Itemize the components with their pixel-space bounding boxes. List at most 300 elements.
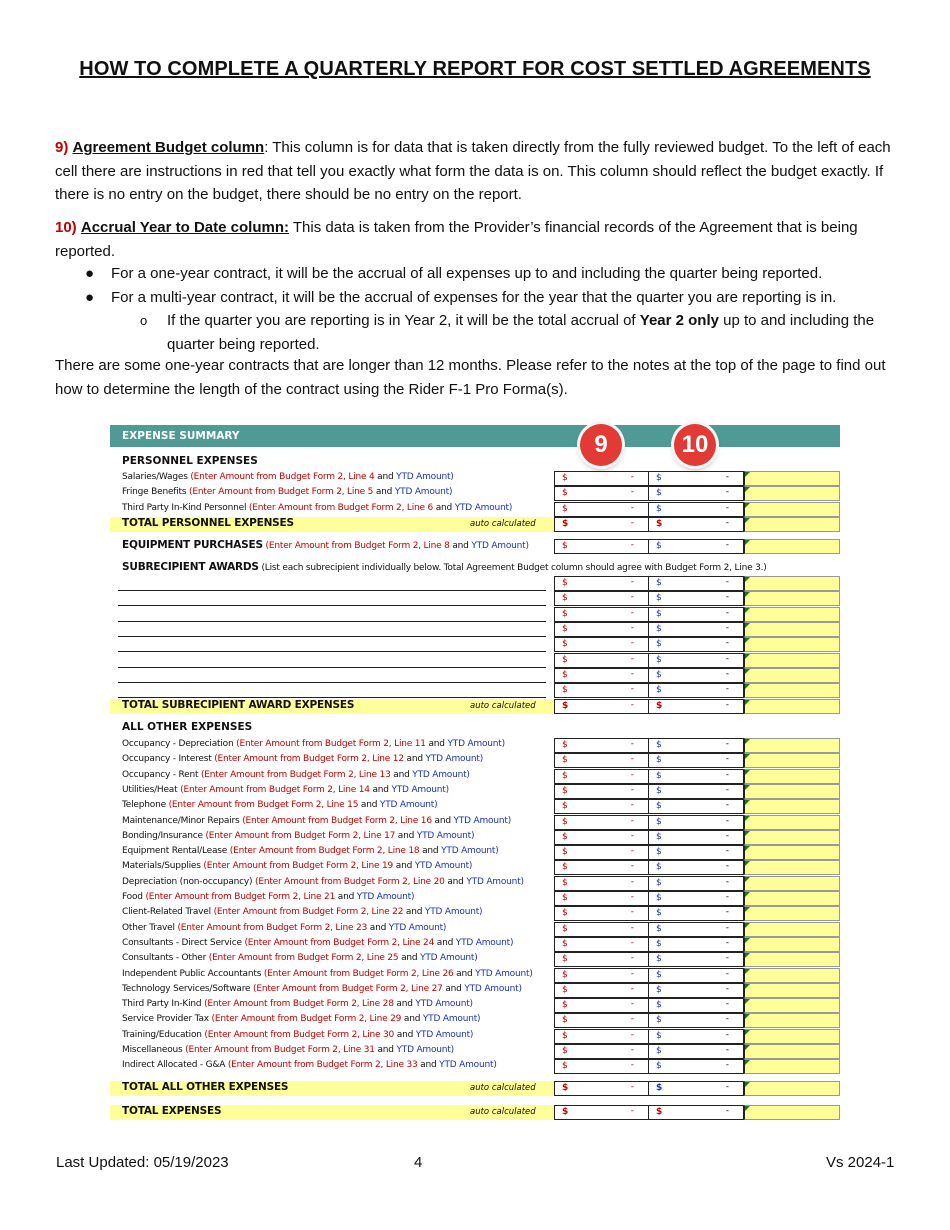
- amount-value: -: [725, 937, 729, 948]
- ytd-instruction: YTD Amount: [464, 983, 519, 994]
- currency-sign: $: [562, 831, 568, 842]
- ytd-cell[interactable]: [649, 830, 744, 845]
- auto-calculated-note: auto calculated: [470, 1107, 536, 1117]
- budget-cell[interactable]: [554, 922, 649, 937]
- expense-row: [110, 906, 840, 921]
- input-cell[interactable]: [744, 471, 840, 486]
- budget-cell[interactable]: [554, 637, 649, 652]
- ytd-instruction: YTD Amount: [396, 1045, 451, 1055]
- budget-cell[interactable]: [554, 998, 649, 1013]
- ytd-instruction: YTD Amount: [412, 769, 467, 780]
- subrecipient-row: [110, 607, 840, 622]
- budget-instruction: Enter Amount from Budget Form 2, Line 25: [212, 953, 399, 964]
- input-cell[interactable]: [744, 683, 840, 698]
- cell-note-marker: [745, 816, 750, 821]
- sub-bullet-year-2: o If the quarter you are reporting is in Year 2, it will be the total accrual of Year 2 only up to and including the quarter being reported.: [55, 309, 900, 356]
- currency-sign: $: [656, 1061, 662, 1072]
- budget-instruction: Enter Amount from Budget Form 2, Line 17: [208, 830, 396, 841]
- expense-row: [110, 784, 840, 799]
- budget-cell[interactable]: [554, 607, 649, 622]
- cell-note-marker: [745, 684, 750, 689]
- ytd-cell[interactable]: [649, 784, 744, 799]
- expense-name: Utilities/Heat: [122, 784, 178, 795]
- total-personnel-row: [110, 517, 840, 532]
- input-cell[interactable]: [744, 952, 840, 967]
- amount-value: -: [630, 892, 634, 902]
- amount-value: -: [630, 1014, 634, 1025]
- ytd-instruction: YTD Amount: [391, 784, 446, 795]
- ytd-cell[interactable]: [649, 799, 744, 814]
- currency-sign: $: [562, 639, 568, 650]
- ytd-instruction: YTD Amount: [416, 830, 471, 841]
- cell-note-marker: [745, 800, 750, 805]
- budget-instruction: Enter Amount from Budget Form 2, Line 18: [233, 846, 420, 857]
- currency-sign: $: [562, 1030, 568, 1041]
- currency-sign: $: [656, 473, 662, 483]
- ytd-cell[interactable]: [649, 906, 744, 921]
- amount-value: -: [725, 487, 729, 497]
- budget-cell[interactable]: [554, 576, 649, 591]
- ytd-cell[interactable]: [649, 998, 744, 1013]
- ytd-cell[interactable]: [649, 637, 744, 652]
- currency-sign: $: [656, 1000, 662, 1011]
- expense-name: Service Provider Tax: [122, 1014, 209, 1025]
- cell-note-marker: [745, 577, 750, 582]
- currency-sign: $: [656, 954, 662, 965]
- currency-sign: $: [562, 488, 568, 498]
- budget-instruction: Enter Amount from Budget Form 2, Line 12: [217, 754, 404, 765]
- budget-cell[interactable]: [554, 952, 649, 967]
- budget-cell[interactable]: [554, 753, 649, 768]
- ytd-cell[interactable]: [649, 486, 744, 501]
- budget-cell[interactable]: [554, 769, 649, 784]
- budget-cell[interactable]: [554, 799, 649, 814]
- expense-label: Maintenance/Minor Repairs (Enter Amount from Budget Form 2, Line 16 and YTD Amount): [122, 815, 511, 826]
- budget-cell[interactable]: [554, 906, 649, 921]
- budget-instruction: Enter Amount from Budget Form 2, Line 23: [180, 922, 368, 933]
- budget-cell[interactable]: [554, 517, 649, 532]
- total-label: TOTAL ALL OTHER EXPENSES: [122, 1081, 289, 1093]
- input-cell[interactable]: [744, 539, 840, 554]
- budget-cell[interactable]: [554, 830, 649, 845]
- ytd-instruction: YTD Amount: [455, 937, 510, 948]
- budget-cell[interactable]: [554, 699, 649, 714]
- input-cell[interactable]: [744, 937, 840, 952]
- budget-instruction: Enter Amount from Budget Form 2, Line 21: [148, 892, 336, 902]
- ytd-cell[interactable]: [649, 1044, 744, 1059]
- input-cell[interactable]: [744, 968, 840, 983]
- ytd-instruction: YTD Amount: [422, 1014, 478, 1025]
- budget-instruction: Enter Amount from Budget Form 2, Line 27: [256, 983, 443, 994]
- currency-sign: $: [562, 519, 569, 529]
- currency-sign: $: [562, 740, 568, 750]
- cell-note-marker: [745, 892, 750, 897]
- cell-note-marker: [745, 877, 750, 882]
- bullet-one-year: ● For a one-year contract, it will be the accrual of all expenses up to and including the quarter being reported.: [55, 262, 900, 286]
- amount-value: -: [725, 815, 729, 826]
- ytd-cell[interactable]: [649, 753, 744, 768]
- subrecipient-row: [110, 683, 840, 698]
- amount-value: -: [630, 503, 634, 513]
- input-cell[interactable]: [744, 653, 840, 668]
- bullet-multi-year: ● For a multi-year contract, it will be the accrual of expenses for the year that the quarter you are reporting is in.: [55, 286, 900, 310]
- ytd-cell[interactable]: [649, 952, 744, 967]
- cell-note-marker: [745, 907, 750, 912]
- equipment-label: EQUIPMENT PURCHASES (Enter Amount from Budget Form 2, Line 8 and YTD Amount): [122, 539, 529, 551]
- callout-10: 10: [674, 424, 716, 466]
- ytd-instruction: YTD Amount: [425, 754, 480, 765]
- amount-value: -: [725, 907, 729, 918]
- amount-value: -: [630, 1082, 634, 1092]
- currency-sign: $: [562, 654, 568, 665]
- budget-cell[interactable]: [554, 860, 649, 875]
- input-cell[interactable]: [744, 738, 840, 753]
- amount-value: -: [725, 540, 729, 550]
- amount-value: -: [630, 592, 634, 603]
- expense-label: Technology Services/Software (Enter Amount from Budget Form 2, Line 27 and YTD Amount): [122, 983, 522, 994]
- expense-name: Maintenance/Minor Repairs: [122, 815, 240, 826]
- amount-value: -: [725, 1060, 729, 1071]
- paragraph-10: [55, 216, 900, 263]
- currency-sign: $: [562, 1107, 569, 1117]
- expense-label: Telephone (Enter Amount from Budget Form 2, Line 15 and YTD Amount): [122, 800, 438, 811]
- currency-sign: $: [562, 923, 568, 934]
- input-cell[interactable]: [744, 486, 840, 501]
- amount-value: -: [630, 577, 634, 587]
- expense-row: [110, 891, 840, 906]
- cell-note-marker: [745, 861, 750, 866]
- subrecipient-name-line[interactable]: [118, 697, 546, 698]
- input-cell[interactable]: [744, 1029, 840, 1044]
- ytd-cell[interactable]: [649, 1105, 744, 1120]
- last-updated: Last Updated: 05/19/2023: [56, 1154, 229, 1171]
- currency-sign: $: [562, 1083, 569, 1093]
- currency-sign: $: [656, 1083, 663, 1093]
- amount-value: -: [630, 739, 634, 749]
- budget-cell[interactable]: [554, 591, 649, 606]
- cell-note-marker: [745, 608, 750, 613]
- input-cell[interactable]: [744, 998, 840, 1013]
- input-cell[interactable]: [744, 830, 840, 845]
- cell-note-marker: [745, 770, 750, 775]
- currency-sign: $: [656, 801, 662, 812]
- ytd-cell[interactable]: [649, 517, 744, 532]
- budget-cell[interactable]: [554, 937, 649, 952]
- expense-name: Salaries/Wages: [122, 472, 188, 482]
- budget-instruction: Enter Amount from Budget Form 2, Line 24: [247, 937, 435, 948]
- ytd-instruction: YTD Amount: [447, 739, 502, 749]
- amount-value: -: [725, 968, 729, 979]
- expense-row: [110, 769, 840, 784]
- budget-instruction: Enter Amount from Budget Form 2, Line 15: [171, 800, 359, 811]
- input-cell[interactable]: [744, 576, 840, 591]
- ytd-cell[interactable]: [649, 922, 744, 937]
- amount-value: -: [630, 937, 634, 948]
- currency-sign: $: [656, 831, 662, 842]
- ytd-cell[interactable]: [649, 1013, 744, 1028]
- ytd-cell[interactable]: [649, 576, 744, 591]
- currency-sign: $: [656, 893, 662, 903]
- expense-row: [110, 830, 840, 845]
- input-cell[interactable]: [744, 1059, 840, 1074]
- input-cell[interactable]: [744, 799, 840, 814]
- cell-note-marker: [745, 785, 750, 790]
- auto-calculated-note: auto calculated: [470, 519, 536, 529]
- budget-instruction: Enter Amount from Budget Form 2, Line 14: [183, 784, 370, 795]
- ytd-instruction: YTD Amount: [424, 907, 480, 918]
- currency-sign: $: [656, 770, 662, 781]
- cell-note-marker: [745, 1082, 750, 1087]
- cell-note-marker: [745, 1106, 750, 1111]
- subrecipient-row: [110, 576, 840, 591]
- budget-cell[interactable]: [554, 1013, 649, 1028]
- budget-cell[interactable]: [554, 622, 649, 637]
- amount-value: -: [725, 1029, 729, 1040]
- currency-sign: $: [562, 623, 568, 634]
- cell-note-marker: [745, 739, 750, 744]
- input-cell[interactable]: [744, 1105, 840, 1120]
- item-number-10: 10): [55, 219, 77, 236]
- expense-label: Bonding/Insurance (Enter Amount from Budget Form 2, Line 17 and YTD Amount): [122, 830, 475, 841]
- ytd-cell[interactable]: [649, 668, 744, 683]
- cell-note-marker: [745, 1060, 750, 1065]
- amount-value: -: [630, 983, 634, 994]
- amount-value: -: [630, 700, 634, 710]
- amount-value: -: [725, 1082, 729, 1092]
- expense-label: Utilities/Heat (Enter Amount from Budget Form 2, Line 14 and YTD Amount): [122, 784, 449, 795]
- amount-value: -: [725, 754, 729, 765]
- amount-value: -: [725, 1106, 729, 1116]
- currency-sign: $: [656, 669, 662, 680]
- amount-value: -: [630, 487, 634, 497]
- amount-value: -: [630, 1045, 634, 1055]
- item-number-9: 9): [55, 139, 69, 156]
- budget-cell[interactable]: [554, 815, 649, 830]
- budget-cell[interactable]: [554, 502, 649, 517]
- auto-calculated-note: auto calculated: [470, 1083, 536, 1093]
- amount-value: -: [725, 472, 729, 482]
- ytd-cell[interactable]: [649, 769, 744, 784]
- budget-cell[interactable]: [554, 1081, 649, 1096]
- ytd-cell[interactable]: [649, 815, 744, 830]
- page-number: 4: [414, 1154, 423, 1171]
- expense-label: Client-Related Travel (Enter Amount from Budget Form 2, Line 22 and YTD Amount): [122, 907, 483, 918]
- ytd-cell[interactable]: [649, 607, 744, 622]
- budget-cell[interactable]: [554, 891, 649, 906]
- currency-sign: $: [656, 816, 662, 827]
- currency-sign: $: [656, 755, 662, 766]
- expense-name: Client-Related Travel: [122, 907, 211, 918]
- budget-cell[interactable]: [554, 983, 649, 998]
- input-cell[interactable]: [744, 502, 840, 517]
- budget-cell[interactable]: [554, 486, 649, 501]
- amount-value: -: [725, 577, 729, 587]
- amount-value: -: [725, 622, 729, 633]
- ytd-cell[interactable]: [649, 845, 744, 860]
- amount-value: -: [725, 861, 729, 872]
- amount-value: -: [630, 653, 634, 664]
- amount-value: -: [630, 846, 634, 857]
- ytd-cell[interactable]: [649, 591, 744, 606]
- expense-label: Consultants - Other (Enter Amount from Budget Form 2, Line 25 and YTD Amount): [122, 953, 478, 964]
- input-cell[interactable]: [744, 922, 840, 937]
- amount-value: -: [630, 518, 634, 528]
- expense-row: [110, 1013, 840, 1028]
- currency-sign: $: [562, 801, 568, 812]
- amount-value: -: [630, 800, 634, 811]
- currency-sign: $: [562, 1061, 568, 1072]
- budget-instruction: Enter Amount from Budget Form 2, Line 20: [258, 876, 445, 887]
- ytd-cell[interactable]: [649, 699, 744, 714]
- budget-cell[interactable]: [554, 1029, 649, 1044]
- currency-sign: $: [656, 488, 662, 498]
- cell-note-marker: [745, 592, 750, 597]
- amount-value: -: [725, 800, 729, 811]
- budget-cell[interactable]: [554, 683, 649, 698]
- input-cell[interactable]: [744, 876, 840, 891]
- currency-sign: $: [562, 1015, 568, 1026]
- budget-cell[interactable]: [554, 539, 649, 554]
- ytd-cell[interactable]: [649, 738, 744, 753]
- ytd-cell[interactable]: [649, 622, 744, 637]
- subrecipient-row: [110, 591, 840, 606]
- input-cell[interactable]: [744, 815, 840, 830]
- currency-sign: $: [562, 608, 568, 619]
- input-cell[interactable]: [744, 591, 840, 606]
- ytd-cell[interactable]: [649, 683, 744, 698]
- ytd-instruction: YTD Amount: [420, 953, 475, 964]
- amount-value: -: [630, 968, 634, 979]
- ytd-cell[interactable]: [649, 539, 744, 554]
- currency-sign: $: [656, 785, 662, 796]
- expense-name: Bonding/Insurance: [122, 830, 203, 841]
- cell-note-marker: [745, 540, 750, 545]
- ytd-instruction: YTD Amount: [441, 846, 496, 857]
- amount-value: -: [725, 830, 729, 841]
- budget-cell[interactable]: [554, 876, 649, 891]
- budget-cell[interactable]: [554, 968, 649, 983]
- currency-sign: $: [562, 893, 568, 903]
- input-cell[interactable]: [744, 983, 840, 998]
- cell-note-marker: [745, 518, 750, 523]
- budget-cell[interactable]: [554, 668, 649, 683]
- input-cell[interactable]: [744, 1013, 840, 1028]
- ytd-instruction: YTD Amount: [454, 503, 509, 513]
- input-cell[interactable]: [744, 637, 840, 652]
- expense-label: Consultants - Direct Service (Enter Amount from Budget Form 2, Line 24 and YTD Amount): [122, 937, 514, 948]
- input-cell[interactable]: [744, 769, 840, 784]
- input-cell[interactable]: [744, 845, 840, 860]
- input-cell[interactable]: [744, 860, 840, 875]
- cell-note-marker: [745, 831, 750, 836]
- ytd-cell[interactable]: [649, 983, 744, 998]
- currency-sign: $: [656, 701, 663, 711]
- expense-label: Training/Education (Enter Amount from Budget Form 2, Line 30 and YTD Amount): [122, 1029, 474, 1040]
- budget-cell[interactable]: [554, 1059, 649, 1074]
- currency-sign: $: [656, 877, 662, 888]
- paragraph-10-text: This data is taken from the Provider’s financial records of the Agreement that is being reported.: [55, 219, 858, 260]
- ytd-cell[interactable]: [649, 502, 744, 517]
- amount-value: -: [630, 1029, 634, 1040]
- input-cell[interactable]: [744, 1044, 840, 1059]
- budget-cell[interactable]: [554, 738, 649, 753]
- ytd-cell[interactable]: [649, 937, 744, 952]
- expense-name: Occupancy - Interest: [122, 754, 212, 765]
- ytd-cell[interactable]: [649, 653, 744, 668]
- input-cell[interactable]: [744, 607, 840, 622]
- input-cell[interactable]: [744, 906, 840, 921]
- currency-sign: $: [656, 923, 662, 934]
- ytd-cell[interactable]: [649, 1029, 744, 1044]
- amount-value: -: [725, 592, 729, 603]
- budget-instruction: Enter Amount from Budget Form 2, Line 31: [188, 1045, 375, 1055]
- amount-value: -: [630, 830, 634, 841]
- ytd-cell[interactable]: [649, 968, 744, 983]
- ytd-cell[interactable]: [649, 876, 744, 891]
- input-cell[interactable]: [744, 517, 840, 532]
- currency-sign: $: [656, 578, 662, 588]
- currency-sign: $: [656, 654, 662, 665]
- input-cell[interactable]: [744, 622, 840, 637]
- paragraph-9-text: : This column is for data that is taken directly from the fully reviewed budget. To the left of each cell there are instructions in red that tell you exactly what form the data is on. This column should reflect the budget exactly. If there is no entry on the budget, there should be no entry on the report.: [55, 139, 891, 203]
- cell-note-marker: [745, 938, 750, 943]
- amount-value: -: [630, 622, 634, 633]
- subrecipient-row: [110, 653, 840, 668]
- input-cell[interactable]: [744, 784, 840, 799]
- budget-cell[interactable]: [554, 1044, 649, 1059]
- currency-sign: $: [656, 623, 662, 634]
- expense-name: Indirect Allocated - G&A: [122, 1060, 226, 1071]
- ytd-cell[interactable]: [649, 860, 744, 875]
- budget-instruction: Enter Amount from Budget Form 2, Line 28: [207, 999, 394, 1010]
- budget-cell[interactable]: [554, 653, 649, 668]
- budget-cell[interactable]: [554, 1105, 649, 1120]
- amount-value: -: [630, 784, 634, 795]
- expense-label: Occupancy - Rent (Enter Amount from Budget Form 2, Line 13 and YTD Amount): [122, 769, 470, 780]
- cell-note-marker: [745, 969, 750, 974]
- currency-sign: $: [656, 862, 662, 873]
- input-cell[interactable]: [744, 668, 840, 683]
- budget-cell[interactable]: [554, 845, 649, 860]
- accrual-ytd-heading: Accrual Year to Date column:: [80, 219, 289, 236]
- budget-cell[interactable]: [554, 784, 649, 799]
- amount-value: -: [630, 540, 634, 550]
- bullet-icon: ●: [85, 288, 95, 306]
- amount-value: -: [725, 1014, 729, 1025]
- currency-sign: $: [656, 593, 662, 604]
- input-cell[interactable]: [744, 891, 840, 906]
- amount-value: -: [630, 472, 634, 482]
- budget-cell[interactable]: [554, 471, 649, 486]
- input-cell[interactable]: [744, 1081, 840, 1096]
- expense-summary-sheet: [110, 425, 840, 1125]
- ytd-cell[interactable]: [649, 1081, 744, 1096]
- ytd-cell[interactable]: [649, 891, 744, 906]
- cell-note-marker: [745, 754, 750, 759]
- amount-value: -: [725, 653, 729, 664]
- currency-sign: $: [562, 984, 568, 995]
- currency-sign: $: [562, 593, 568, 604]
- all-other-expenses-heading: ALL OTHER EXPENSES: [122, 721, 253, 733]
- ytd-cell[interactable]: [649, 471, 744, 486]
- amount-value: -: [630, 769, 634, 780]
- input-cell[interactable]: [744, 699, 840, 714]
- cell-note-marker: [745, 654, 750, 659]
- bullet-icon: ●: [85, 265, 95, 282]
- ytd-cell[interactable]: [649, 1059, 744, 1074]
- input-cell[interactable]: [744, 753, 840, 768]
- cell-note-marker: [745, 1014, 750, 1019]
